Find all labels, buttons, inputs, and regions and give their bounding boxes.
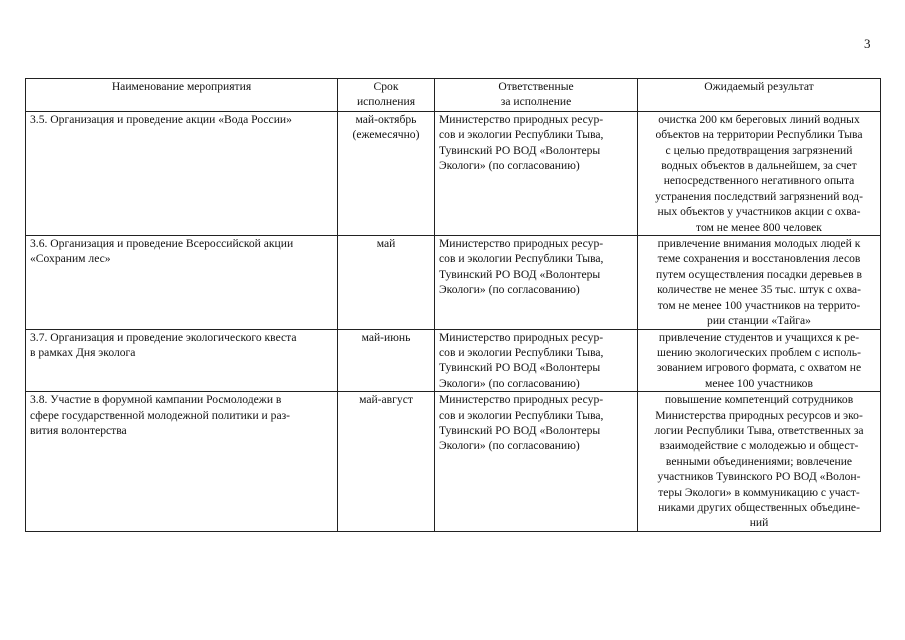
cell-line: непосредственного негативного опыта [663,174,855,188]
cell-line: венными объединениями; вовлечение [665,454,853,468]
cell-line: зованием игрового формата, с охватом не [656,361,862,375]
cell-line: теме сохранения и восстановления лесов [657,252,861,266]
cell-line: сфере государственной молодежной политики и раз- [30,408,291,422]
table-header-row [26,79,881,112]
header-term: Срок исполнения [338,79,435,112]
cell-line: Министерство природных ресур- [439,393,604,407]
responsible-cell [435,392,638,532]
term-cell [338,392,435,532]
cell-line: путем осуществления посадки деревьев в [656,267,862,281]
header-event-name: Наименование мероприятия [26,79,338,112]
cell-line: 3.7. Организация и проведение экологического квеста [30,330,297,344]
term-cell [338,111,435,235]
cell-line: Экологи» (по согласованию) [439,283,580,297]
event-name-cell [26,236,338,329]
cell-line: Тувинский РО ВОД «Волонтеры [439,143,601,157]
cell-line: взаимодействие с молодежью и общест- [659,439,859,453]
event-name-cell [26,329,338,392]
cell-line: водных объектов в дальнейшем, за счет [661,159,857,173]
cell-line: теры Экологи» в коммуникацию с участ- [658,485,860,499]
table-row [26,236,881,329]
responsible-cell [435,236,638,329]
cell-line: Министерство природных ресур- [439,112,604,126]
cell-line: сов и экологии Республики Тыва, [439,252,604,266]
expected-result-cell [638,111,881,235]
cell-line: май-июнь [361,330,411,344]
event-name-cell [26,392,338,532]
responsible-cell [435,329,638,392]
cell-line: очистка 200 км береговых линий водных [658,112,860,126]
responsible-cell [435,111,638,235]
expected-result-cell [638,392,881,532]
expected-result-cell [638,329,881,392]
cell-line: «Сохраним лес» [30,252,111,266]
page-number: 3 [864,36,871,51]
cell-line: вития волонтерства [30,423,127,437]
header-responsible: Ответственные за исполнение [435,79,638,112]
cell-line: май [376,237,396,251]
expected-result-cell [638,236,881,329]
cell-line: май-октябрь [355,112,417,126]
cell-line: май-август [359,393,413,407]
cell-line: логии Республики Тыва, ответственных за [654,423,864,437]
cell-line: устранения последствий загрязнений вод- [655,189,863,203]
table-row [26,392,881,532]
cell-line: Экологи» (по согласованию) [439,159,580,173]
cell-line: в рамках Дня эколога [30,345,136,359]
table-row [26,329,881,392]
cell-line: повышение компетенций сотрудников [664,393,854,407]
cell-line: с целью предотвращения загрязнений [665,143,853,157]
cell-line: том не менее 800 человек [696,220,822,234]
cell-line: 3.5. Организация и проведение акции «Вода России» [30,112,292,126]
cell-line: привлечение студентов и учащихся к ре- [658,330,860,344]
header-expected-result: Ожидаемый результат [638,79,881,112]
cell-line: Экологи» (по согласованию) [439,439,580,453]
table-row [26,111,881,235]
cell-line: 3.6. Организация и проведение Всероссийской акции [30,237,294,251]
cell-line: Министерство природных ресур- [439,330,604,344]
cell-line: Министерства природных ресурсов и эко- [655,408,863,422]
cell-line: количестве не менее 35 тыс. штук с охва- [657,283,861,297]
cell-line: шению экологических проблем с исполь- [657,345,861,359]
cell-line: Тувинский РО ВОД «Волонтеры [439,423,601,437]
cell-line: (ежемесячно) [352,128,420,142]
cell-line: никами других общественных объедине- [658,500,860,514]
cell-line: Тувинский РО ВОД «Волонтеры [439,267,601,281]
cell-line: участников Тувинского РО ВОД «Волон- [657,470,861,484]
cell-line: объектов на территории Республики Тыва [655,128,863,142]
cell-line: рии станции «Тайга» [707,314,811,328]
cell-line: сов и экологии Республики Тыва, [439,408,604,422]
cell-line: Тувинский РО ВОД «Волонтеры [439,361,601,375]
cell-line: сов и экологии Республики Тыва, [439,345,604,359]
events-table [25,78,881,532]
term-cell [338,329,435,392]
cell-line: менее 100 участников [705,376,813,390]
term-cell [338,236,435,329]
cell-line: том не менее 100 участников на террито- [657,298,861,312]
cell-line: ний [749,516,769,530]
cell-line: сов и экологии Республики Тыва, [439,128,604,142]
cell-line: Экологи» (по согласованию) [439,376,580,390]
cell-line: привлечение внимания молодых людей к [657,237,861,251]
event-name-cell [26,111,338,235]
cell-line: 3.8. Участие в форумной кампании Росмолодежи в [30,393,282,407]
cell-line: Министерство природных ресур- [439,237,604,251]
cell-line: ных объектов у участников акции с охва- [657,205,861,219]
